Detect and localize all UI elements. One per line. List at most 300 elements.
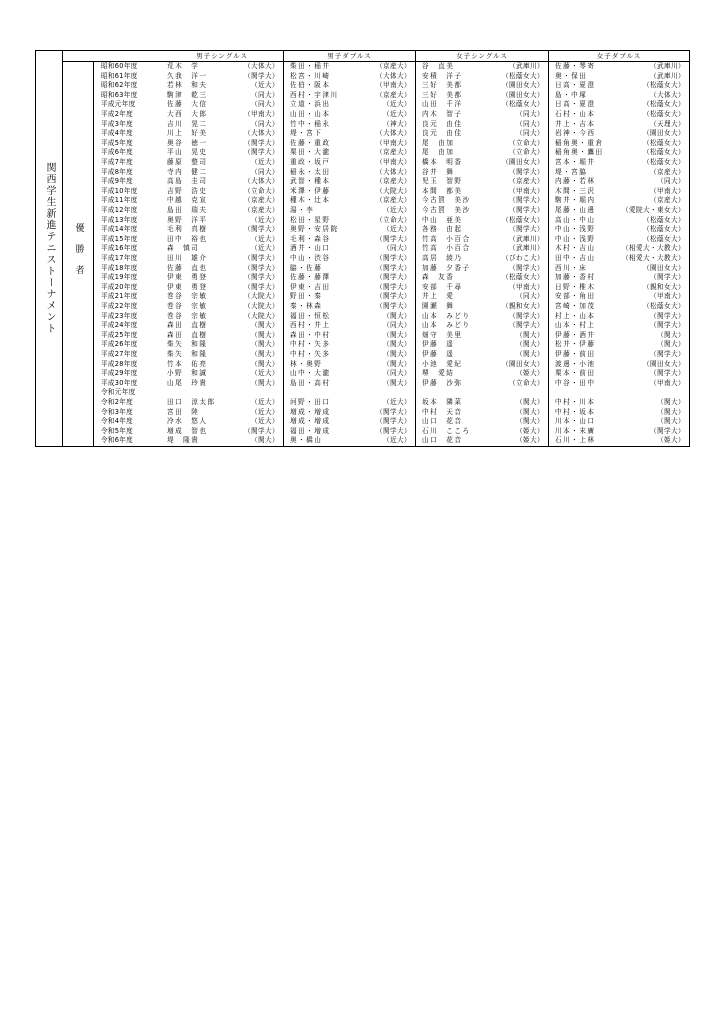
mens-doubles-school: （同大） bbox=[383, 369, 411, 378]
womens-doubles-cell bbox=[549, 177, 689, 187]
womens-singles-school: （同大） bbox=[516, 292, 544, 301]
womens-doubles-school: （愛院大・東女大） bbox=[622, 206, 685, 214]
womens-singles-school: （園田女大） bbox=[502, 158, 544, 166]
mens-singles-cell bbox=[161, 321, 283, 331]
year-cell: 平成11年度 bbox=[101, 196, 138, 205]
womens-doubles-cell bbox=[549, 206, 689, 216]
mens-singles-school: （関学大） bbox=[244, 426, 279, 435]
mens-singles-cell bbox=[161, 388, 283, 398]
mens-doubles-winner-name: 西村・井上 bbox=[290, 321, 331, 330]
womens-doubles-winner-name: 宮崎・加茂 bbox=[555, 302, 596, 310]
womens-singles-cell bbox=[416, 388, 548, 398]
womens-singles-cell bbox=[416, 398, 548, 408]
mens-doubles-winner-name: 野田・秦 bbox=[290, 292, 323, 301]
womens-doubles-winner-name: 岩神・今西 bbox=[555, 129, 596, 138]
mens-doubles-school: （近大） bbox=[383, 225, 411, 234]
mens-doubles-school: （京産大） bbox=[376, 62, 411, 70]
mens-singles-school: （関学大） bbox=[244, 225, 279, 234]
womens-doubles-school: （園田女大） bbox=[643, 263, 685, 272]
womens-doubles-winner-name: 中村・川本 bbox=[555, 398, 596, 406]
mens-doubles-cell bbox=[284, 331, 415, 341]
womens-doubles-cell bbox=[549, 244, 689, 254]
womens-doubles-school: （関大） bbox=[657, 398, 685, 406]
mens-doubles-winner-name: 林・奥野 bbox=[290, 359, 323, 368]
mens-singles-winner-name: 小野 和誠 bbox=[167, 369, 208, 378]
womens-singles-cell bbox=[416, 417, 548, 427]
year-cell: 平成27年度 bbox=[101, 350, 138, 358]
mens-doubles-winner-name: 森田・中村 bbox=[290, 330, 331, 339]
mens-singles-winner-name: 宮田 陸 bbox=[167, 407, 200, 416]
womens-doubles-cell bbox=[549, 273, 689, 283]
womens-singles-winner-name: 安部 千尋 bbox=[422, 282, 463, 291]
winner-row bbox=[94, 427, 689, 437]
womens-doubles-school: （相愛大・大教大） bbox=[622, 254, 685, 262]
winner-row bbox=[94, 350, 689, 360]
womens-doubles-school: （松蔭女大） bbox=[643, 138, 685, 147]
mens-doubles-winner-name: 立道・浜出 bbox=[290, 100, 331, 109]
year-cell: 平成19年度 bbox=[101, 273, 138, 282]
winner-row bbox=[94, 273, 689, 283]
womens-doubles-school: （関学大） bbox=[650, 369, 685, 378]
year-cell: 令和5年度 bbox=[101, 426, 134, 435]
womens-singles-winner-name: 良元 由佳 bbox=[422, 119, 463, 128]
womens-singles-school: （姫大） bbox=[516, 426, 544, 435]
mens-singles-cell bbox=[161, 235, 283, 245]
mens-singles-cell bbox=[161, 206, 283, 216]
mens-doubles-winner-name: 栗田・大瀧 bbox=[290, 148, 331, 157]
womens-doubles-cell bbox=[549, 225, 689, 235]
mens-doubles-cell bbox=[284, 264, 415, 274]
womens-doubles-cell bbox=[549, 398, 689, 408]
womens-singles-school: （立命大） bbox=[509, 138, 544, 147]
womens-doubles-cell bbox=[549, 62, 689, 72]
winner-row bbox=[94, 91, 689, 101]
womens-singles-cell bbox=[416, 302, 548, 312]
mens-doubles-school: （関大） bbox=[383, 350, 411, 358]
mens-singles-school: （大院大） bbox=[244, 311, 279, 320]
womens-singles-cell bbox=[416, 129, 548, 139]
mens-singles-cell bbox=[161, 273, 283, 283]
womens-singles-school: （武庫川） bbox=[509, 244, 544, 253]
year-cell: 平成20年度 bbox=[101, 282, 138, 291]
mens-doubles-cell bbox=[284, 168, 415, 178]
mens-singles-cell bbox=[161, 62, 283, 72]
womens-doubles-cell bbox=[549, 427, 689, 437]
winner-row bbox=[94, 139, 689, 149]
mens-doubles-cell bbox=[284, 369, 415, 379]
womens-singles-cell bbox=[416, 81, 548, 91]
winner-row bbox=[94, 379, 689, 389]
womens-doubles-school: （松蔭女大） bbox=[643, 110, 685, 118]
mens-doubles-cell bbox=[284, 91, 415, 101]
mens-singles-winner-name: 寺内 健二 bbox=[167, 167, 208, 176]
mens-singles-cell bbox=[161, 120, 283, 130]
womens-doubles-school: （天理大） bbox=[650, 119, 685, 128]
womens-doubles-winner-name: 安部・角田 bbox=[555, 292, 596, 301]
womens-doubles-winner-name: 伊藤・前田 bbox=[555, 350, 596, 358]
mens-doubles-school: （関学大） bbox=[376, 407, 411, 416]
winner-row bbox=[94, 360, 689, 370]
year-cell: 平成8年度 bbox=[101, 167, 134, 176]
womens-doubles-school: （園田女大） bbox=[643, 359, 685, 368]
mens-singles-cell bbox=[161, 196, 283, 206]
womens-doubles-cell bbox=[549, 187, 689, 197]
womens-singles-school: （松蔭女大） bbox=[502, 100, 544, 109]
year-cell: 平成30年度 bbox=[101, 378, 138, 387]
mens-doubles-winner-name: 西村・宇津川 bbox=[290, 90, 339, 99]
womens-singles-winner-name: 本間 都美 bbox=[422, 186, 463, 195]
womens-singles-winner-name: 山口 花音 bbox=[422, 417, 463, 426]
womens-singles-winner-name: 良元 由佳 bbox=[422, 129, 463, 138]
womens-doubles-school: （相愛大・大教大） bbox=[622, 244, 685, 253]
womens-singles-school: （武庫川） bbox=[509, 234, 544, 243]
womens-singles-cell bbox=[416, 312, 548, 322]
mens-doubles-cell bbox=[284, 360, 415, 370]
womens-doubles-winner-name: 日高・夏澄 bbox=[555, 100, 596, 109]
womens-doubles-school: （武庫川） bbox=[650, 62, 685, 70]
womens-singles-winner-name: 石川 こころ bbox=[422, 426, 471, 435]
mens-singles-winner-name: 奥谷 徳一 bbox=[167, 138, 208, 147]
womens-singles-winner-name: 各務 由起 bbox=[422, 225, 463, 234]
womens-doubles-winner-name: 佐藤・琴寄 bbox=[555, 62, 596, 70]
mens-doubles-winner-name: 酒井・山口 bbox=[290, 244, 331, 253]
mens-doubles-cell bbox=[284, 350, 415, 360]
womens-doubles-school: （松蔭女大） bbox=[643, 100, 685, 109]
womens-singles-cell bbox=[416, 321, 548, 331]
womens-doubles-winner-name: 稲角奥・鷹田 bbox=[555, 148, 604, 157]
mens-doubles-school: （立命大） bbox=[376, 215, 411, 224]
womens-doubles-cell bbox=[549, 216, 689, 226]
year-cell: 平成9年度 bbox=[101, 177, 134, 186]
mens-singles-cell bbox=[161, 360, 283, 370]
mens-doubles-cell bbox=[284, 283, 415, 293]
womens-doubles-cell bbox=[549, 283, 689, 293]
winner-row bbox=[94, 331, 689, 341]
mens-doubles-cell bbox=[284, 254, 415, 264]
mens-singles-winner-name: 森田 直樹 bbox=[167, 330, 208, 339]
mens-singles-cell bbox=[161, 283, 283, 293]
tournament-title-cell bbox=[36, 51, 63, 446]
womens-singles-winner-name: 堺 愛結 bbox=[422, 369, 455, 378]
womens-singles-school: （関大） bbox=[516, 398, 544, 406]
mens-doubles-cell bbox=[284, 206, 415, 216]
mens-singles-school: （関学大） bbox=[244, 282, 279, 291]
mens-doubles-cell bbox=[284, 273, 415, 283]
mens-doubles-school: （関学大） bbox=[376, 263, 411, 272]
womens-doubles-winner-name: 中谷・田中 bbox=[555, 378, 596, 387]
year-cell: 平成12年度 bbox=[101, 206, 138, 214]
winner-row bbox=[94, 264, 689, 274]
mens-doubles-school: （大体大） bbox=[376, 167, 411, 176]
mens-doubles-winner-name: 竹中・稲永 bbox=[290, 119, 331, 128]
mens-singles-school: （近大） bbox=[251, 369, 279, 378]
mens-doubles-school: （関学大） bbox=[376, 426, 411, 435]
mens-singles-school: （大体大） bbox=[244, 129, 279, 138]
womens-singles-cell bbox=[416, 273, 548, 283]
womens-singles-winner-name: 園瀬 舞 bbox=[422, 302, 455, 310]
womens-singles-school: （甲南大） bbox=[509, 186, 544, 195]
womens-doubles-school: （甲南大） bbox=[650, 292, 685, 301]
mens-doubles-cell bbox=[284, 158, 415, 168]
mens-doubles-school: （甲南大） bbox=[376, 81, 411, 90]
mens-doubles-winner-name: 松宮・川崎 bbox=[290, 71, 331, 80]
mens-singles-school: （大体大） bbox=[244, 177, 279, 186]
mens-singles-winner-name: 佐藤 直也 bbox=[167, 263, 208, 272]
mens-singles-winner-name: 増成 智也 bbox=[167, 426, 208, 435]
womens-doubles-cell bbox=[549, 196, 689, 206]
mens-doubles-winner-name: 米澤・伊藤 bbox=[290, 186, 331, 195]
womens-doubles-cell bbox=[549, 331, 689, 341]
womens-singles-cell bbox=[416, 196, 548, 206]
winner-row bbox=[94, 398, 689, 408]
mens-singles-winner-name: 巻谷 宗敏 bbox=[167, 311, 208, 320]
womens-singles-school: （松蔭女大） bbox=[502, 273, 544, 282]
womens-doubles-school: （関学大） bbox=[650, 321, 685, 330]
mens-doubles-cell bbox=[284, 129, 415, 139]
mens-singles-winner-name: 毛利 真樹 bbox=[167, 225, 208, 234]
mens-singles-school: （同大） bbox=[251, 119, 279, 128]
womens-singles-winner-name: 伊藤 沙弥 bbox=[422, 378, 463, 387]
year-cell: 平成6年度 bbox=[101, 148, 134, 157]
mens-singles-school: （京産大） bbox=[244, 196, 279, 205]
year-cell: 平成18年度 bbox=[101, 263, 138, 272]
womens-singles-winner-name: 山口 花音 bbox=[422, 436, 463, 445]
winner-row bbox=[94, 388, 689, 398]
mens-singles-school: （関大） bbox=[251, 436, 279, 445]
mens-doubles-school: （京産大） bbox=[376, 148, 411, 157]
mens-singles-winner-name: 田川 雄介 bbox=[167, 254, 208, 262]
mens-singles-cell bbox=[161, 379, 283, 389]
winner-row bbox=[94, 369, 689, 379]
winner-row bbox=[94, 302, 689, 312]
womens-doubles-winner-name: 石川・上林 bbox=[555, 436, 596, 445]
womens-singles-school: （関学大） bbox=[509, 321, 544, 330]
womens-doubles-school: （関学大） bbox=[650, 311, 685, 320]
mens-singles-winner-name: 藤原 整司 bbox=[167, 158, 208, 166]
mens-singles-cell bbox=[161, 436, 283, 446]
winner-row bbox=[94, 62, 689, 72]
winner-row bbox=[94, 72, 689, 82]
winner-row bbox=[94, 158, 689, 168]
womens-singles-cell bbox=[416, 379, 548, 389]
winner-row bbox=[94, 340, 689, 350]
womens-doubles-winner-name: 中山・浅野 bbox=[555, 234, 596, 243]
womens-singles-cell bbox=[416, 91, 548, 101]
year-cell: 平成25年度 bbox=[101, 330, 138, 339]
womens-doubles-cell bbox=[549, 417, 689, 427]
womens-doubles-cell bbox=[549, 436, 689, 446]
mens-singles-school: （関大） bbox=[251, 350, 279, 358]
womens-doubles-cell bbox=[549, 369, 689, 379]
mens-singles-school: （関大） bbox=[251, 359, 279, 368]
mens-doubles-winner-name: 増成・増成 bbox=[290, 417, 331, 426]
womens-doubles-cell bbox=[549, 292, 689, 302]
womens-singles-cell bbox=[416, 72, 548, 82]
womens-singles-cell bbox=[416, 148, 548, 158]
winner-row bbox=[94, 110, 689, 120]
mens-singles-winner-name: 奥野 洋平 bbox=[167, 215, 208, 224]
womens-singles-winner-name: 谷井 舞 bbox=[422, 167, 455, 176]
womens-doubles-cell bbox=[549, 168, 689, 178]
mens-doubles-winner-name: 島田・高村 bbox=[290, 378, 331, 387]
womens-singles-school: （園田女大） bbox=[502, 359, 544, 368]
mens-doubles-cell bbox=[284, 100, 415, 110]
womens-doubles-school: （京産大） bbox=[650, 196, 685, 205]
mens-singles-school: （関大） bbox=[251, 330, 279, 339]
mens-doubles-school: （近大） bbox=[383, 206, 411, 214]
mens-singles-cell bbox=[161, 110, 283, 120]
womens-singles-cell bbox=[416, 408, 548, 418]
womens-singles-cell bbox=[416, 100, 548, 110]
mens-doubles-school: （大院大） bbox=[376, 186, 411, 195]
womens-singles-winner-name: 谷 直美 bbox=[422, 62, 455, 70]
winner-row bbox=[94, 129, 689, 139]
womens-doubles-winner-name: 井上・吉本 bbox=[555, 119, 596, 128]
year-cell: 令和4年度 bbox=[101, 417, 134, 426]
mens-doubles-school: （関学大） bbox=[376, 254, 411, 262]
mens-doubles-cell bbox=[284, 62, 415, 72]
womens-singles-winner-name: 森 友香 bbox=[422, 273, 455, 282]
mens-doubles-school: （大体大） bbox=[376, 71, 411, 80]
mens-singles-winner-name: 島田 瑞夫 bbox=[167, 206, 208, 214]
year-cell: 平成29年度 bbox=[101, 369, 138, 378]
womens-doubles-winner-name: 加藤・香村 bbox=[555, 273, 596, 282]
womens-doubles-winner-name: 中山・浅野 bbox=[555, 225, 596, 234]
womens-singles-school: （関大） bbox=[516, 330, 544, 339]
womens-doubles-cell bbox=[549, 264, 689, 274]
mens-singles-cell bbox=[161, 100, 283, 110]
mens-singles-winner-name: 大西 大郎 bbox=[167, 110, 208, 118]
womens-singles-school: （関学大） bbox=[509, 206, 544, 214]
womens-doubles-winner-name: 奥・保田 bbox=[555, 71, 588, 80]
mens-doubles-winner-name: 毛利・森谷 bbox=[290, 234, 331, 243]
womens-doubles-winner-name: 高山・中山 bbox=[555, 215, 596, 224]
mens-singles-winner-name: 冷水 悠人 bbox=[167, 417, 208, 426]
womens-doubles-school: （松蔭女大） bbox=[643, 215, 685, 224]
mens-doubles-school: （関大） bbox=[383, 359, 411, 368]
mens-singles-cell bbox=[161, 408, 283, 418]
header-mens-singles: 男子シングルス bbox=[196, 52, 248, 60]
year-cell: 平成23年度 bbox=[101, 311, 138, 320]
mens-doubles-winner-name: 河野・田口 bbox=[290, 398, 331, 406]
womens-doubles-school: （同大） bbox=[657, 177, 685, 186]
womens-singles-winner-name: 加藤 夕香子 bbox=[422, 263, 471, 272]
winner-row bbox=[94, 312, 689, 322]
mens-doubles-school: （関大） bbox=[383, 340, 411, 349]
womens-singles-winner-name: 坂本 隣菜 bbox=[422, 398, 463, 406]
mens-doubles-cell bbox=[284, 148, 415, 158]
mens-singles-school: （近大） bbox=[251, 407, 279, 416]
mens-doubles-cell bbox=[284, 388, 415, 398]
womens-singles-winner-name: 尾 由加 bbox=[422, 148, 455, 157]
womens-doubles-cell bbox=[549, 110, 689, 120]
mens-doubles-school: （神大） bbox=[383, 119, 411, 128]
mens-doubles-winner-name: 松田・星野 bbox=[290, 215, 331, 224]
mens-doubles-school: （京産大） bbox=[376, 90, 411, 99]
womens-doubles-cell bbox=[549, 312, 689, 322]
mens-singles-school: （関大） bbox=[251, 340, 279, 349]
womens-singles-school: （同大） bbox=[516, 110, 544, 118]
mens-singles-winner-name: 駒津 乾三 bbox=[167, 90, 208, 99]
womens-doubles-cell bbox=[549, 340, 689, 350]
mens-singles-cell bbox=[161, 129, 283, 139]
mens-doubles-winner-name: 奥・橋山 bbox=[290, 436, 323, 445]
womens-doubles-winner-name: 中村・坂本 bbox=[555, 407, 596, 416]
womens-singles-winner-name: 中村 天音 bbox=[422, 407, 463, 416]
mens-singles-school: （関学大） bbox=[244, 71, 279, 80]
mens-doubles-cell bbox=[284, 340, 415, 350]
womens-singles-winner-name: 山本 みどり bbox=[422, 311, 471, 320]
mens-doubles-winner-name: 武智・種本 bbox=[290, 177, 331, 186]
mens-doubles-school: （京産大） bbox=[376, 196, 411, 205]
womens-doubles-winner-name: 村上・山本 bbox=[555, 311, 596, 320]
womens-singles-cell bbox=[416, 139, 548, 149]
winner-row bbox=[94, 283, 689, 293]
mens-doubles-school: （関学大） bbox=[376, 234, 411, 243]
mens-doubles-cell bbox=[284, 120, 415, 130]
womens-singles-winner-name: 伊藤 遥 bbox=[422, 340, 455, 349]
mens-doubles-winner-name: 重政・坂戸 bbox=[290, 158, 331, 166]
year-cell: 平成15年度 bbox=[101, 234, 138, 243]
mens-singles-cell bbox=[161, 427, 283, 437]
mens-singles-school: （同大） bbox=[251, 90, 279, 99]
year-cell: 平成4年度 bbox=[101, 129, 134, 138]
mens-singles-school: （近大） bbox=[251, 398, 279, 406]
winner-row bbox=[94, 225, 689, 235]
womens-doubles-winner-name: 石村・山本 bbox=[555, 110, 596, 118]
womens-singles-school: （姫大） bbox=[516, 436, 544, 445]
womens-singles-cell bbox=[416, 436, 548, 446]
mens-doubles-cell bbox=[284, 110, 415, 120]
mens-singles-winner-name: 川上 好美 bbox=[167, 129, 208, 138]
womens-doubles-cell bbox=[549, 254, 689, 264]
womens-singles-school: （関大） bbox=[516, 350, 544, 358]
womens-singles-cell bbox=[416, 350, 548, 360]
womens-singles-winner-name: 伊藤 遥 bbox=[422, 350, 455, 358]
womens-singles-winner-name: 橋本 明香 bbox=[422, 158, 463, 166]
mens-singles-winner-name: 高島 圭司 bbox=[167, 177, 208, 186]
womens-doubles-winner-name: 西川・床 bbox=[555, 263, 588, 272]
winner-row bbox=[94, 81, 689, 91]
mens-doubles-school: （関学大） bbox=[376, 302, 411, 310]
mens-singles-school: （近大） bbox=[251, 234, 279, 243]
womens-singles-cell bbox=[416, 235, 548, 245]
mens-singles-school: （同大） bbox=[251, 167, 279, 176]
year-cell: 平成3年度 bbox=[101, 119, 134, 128]
mens-singles-school: （関大） bbox=[251, 378, 279, 387]
mens-doubles-school: （関学大） bbox=[376, 417, 411, 426]
womens-doubles-cell bbox=[549, 235, 689, 245]
mens-doubles-school: （同大） bbox=[383, 321, 411, 330]
mens-doubles-cell bbox=[284, 196, 415, 206]
mens-doubles-winner-name: 堤・宮下 bbox=[290, 129, 323, 138]
mens-singles-cell bbox=[161, 398, 283, 408]
mens-singles-cell bbox=[161, 177, 283, 187]
mens-singles-cell bbox=[161, 244, 283, 254]
womens-singles-winner-name: 井上 愛 bbox=[422, 292, 455, 301]
womens-singles-cell bbox=[416, 254, 548, 264]
winner-row bbox=[94, 216, 689, 226]
header-womens-doubles: 女子ダブルス bbox=[596, 52, 642, 60]
mens-doubles-winner-name: 伊東・吉田 bbox=[290, 282, 331, 291]
womens-singles-cell bbox=[416, 206, 548, 216]
mens-doubles-winner-name: 佐藤・重政 bbox=[290, 138, 331, 147]
womens-doubles-school: （関大） bbox=[657, 407, 685, 416]
womens-doubles-cell bbox=[549, 321, 689, 331]
winners-label-cell bbox=[63, 62, 94, 446]
mens-singles-winner-name: 竹本 佑亮 bbox=[167, 359, 208, 368]
womens-singles-school: （園田女大） bbox=[502, 90, 544, 99]
